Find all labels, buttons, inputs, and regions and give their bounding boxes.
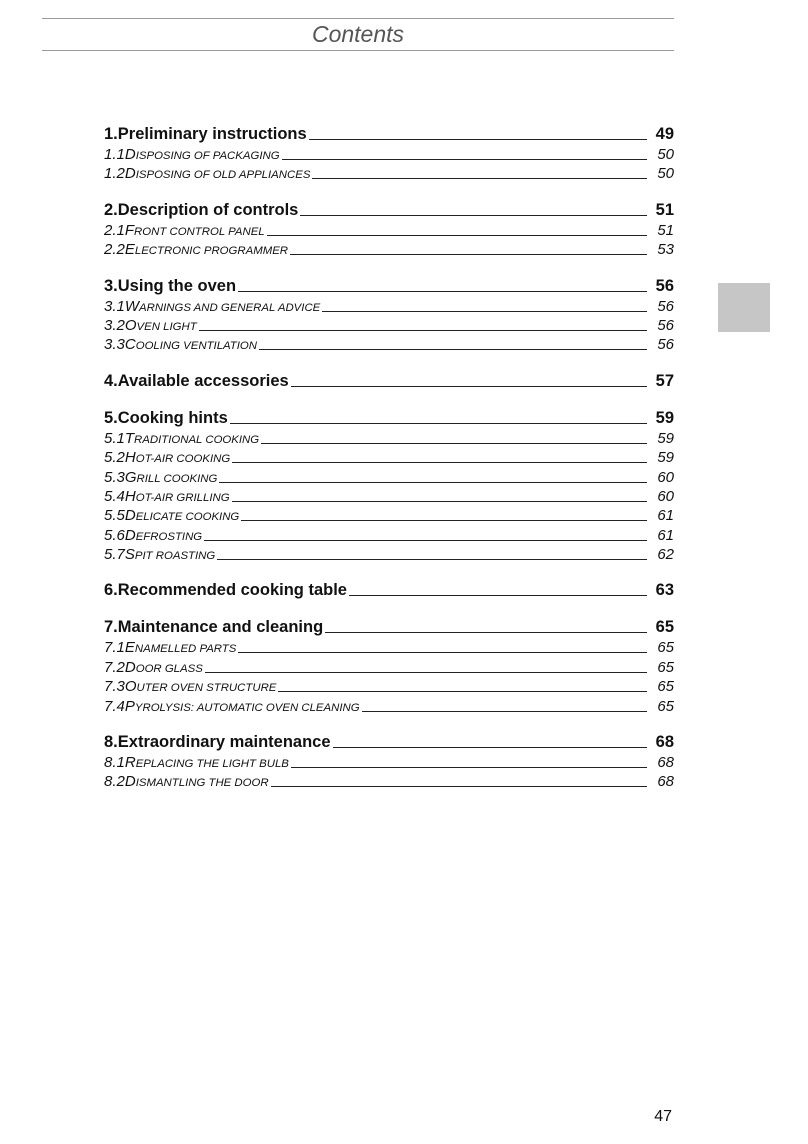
toc-subentry-page: 56 — [657, 297, 674, 315]
toc-subentry-number: 5.2 — [104, 449, 125, 467]
toc-subentry[interactable] — [104, 317, 674, 336]
toc-subentry-number: 8.2 — [104, 773, 125, 791]
title-initial: G — [124, 468, 137, 486]
title-initial: P — [124, 697, 135, 715]
toc-entry-page: 63 — [655, 581, 674, 600]
title-rest: OT-AIR COOKING — [135, 453, 231, 466]
toc-subentry-page: 61 — [657, 507, 674, 525]
toc-subentry-page: 65 — [657, 697, 674, 715]
title-rest: OOR GLASS — [135, 662, 203, 675]
table-of-contents — [104, 125, 674, 809]
toc-entry-number: 6. — [104, 581, 118, 600]
title-rest: ELICATE COOKING — [135, 511, 240, 524]
toc-subentry-page: 65 — [657, 678, 674, 696]
toc-section — [104, 618, 674, 717]
toc-subentry[interactable] — [104, 488, 674, 507]
title-initial: D — [124, 658, 136, 676]
title-initial: F — [124, 221, 135, 239]
toc-subentry[interactable] — [104, 449, 674, 468]
title-rest: RONT CONTROL PANEL — [134, 225, 265, 238]
toc-entry[interactable] — [104, 277, 674, 298]
page-title: Contents — [311, 21, 405, 47]
toc-subentry-page: 59 — [657, 429, 674, 447]
toc-section — [104, 201, 674, 261]
leader-line — [261, 443, 647, 444]
toc-entry-title: Maintenance and cleaning — [117, 618, 324, 637]
toc-entry-page: 49 — [655, 125, 674, 143]
toc-subentry-number: 5.1 — [104, 429, 125, 447]
toc-subentry-page: 56 — [657, 316, 674, 334]
toc-subentry-page: 56 — [657, 336, 674, 354]
toc-subentry-number: 7.3 — [104, 678, 125, 696]
toc-entry-number: 3. — [104, 276, 118, 295]
title-initial: D — [124, 507, 136, 525]
toc-subentry-title — [125, 488, 230, 505]
leader-line — [205, 672, 647, 673]
toc-section — [104, 409, 674, 566]
toc-subentry-number: 1.1 — [104, 146, 125, 163]
toc-subentry-page: 68 — [657, 754, 674, 772]
toc-subentry-title — [125, 336, 257, 353]
toc-subentry[interactable] — [104, 507, 674, 526]
leader-line — [290, 254, 647, 255]
toc-subentry-title — [125, 659, 203, 676]
leader-line — [267, 235, 647, 236]
toc-subentry-page: 53 — [657, 241, 674, 259]
leader-line — [312, 178, 647, 179]
toc-subentry-title — [125, 698, 360, 715]
leader-line — [333, 747, 647, 748]
toc-subentry[interactable] — [104, 678, 674, 697]
toc-subentry[interactable] — [104, 546, 674, 565]
leader-line — [322, 311, 647, 312]
leader-line — [232, 462, 647, 463]
toc-entry-title: Description of controls — [117, 200, 299, 219]
toc-subentry[interactable] — [104, 754, 674, 773]
toc-subentry-number: 3.3 — [104, 336, 125, 354]
title-rest: YROLYSIS: AUTOMATIC OVEN CLEANING — [134, 701, 360, 714]
leader-line — [217, 559, 647, 560]
title-initial: O — [124, 678, 137, 696]
title-initial: H — [124, 487, 136, 505]
leader-line — [278, 691, 647, 692]
title-rest: UTER OVEN STRUCTURE — [136, 682, 277, 695]
leader-line — [362, 711, 647, 712]
title-rest: OT-AIR GRILLING — [135, 491, 230, 504]
toc-subentry-page: 68 — [657, 773, 674, 791]
title-initial: D — [124, 165, 136, 183]
toc-section — [104, 581, 674, 602]
toc-entry[interactable] — [104, 372, 674, 393]
toc-entry-title: Preliminary instructions — [117, 125, 307, 143]
title-initial: S — [124, 546, 135, 564]
toc-entry-page: 57 — [655, 371, 674, 390]
toc-subentry-title — [125, 298, 320, 315]
title-initial: D — [124, 773, 136, 791]
leader-line — [230, 423, 647, 424]
leader-line — [238, 652, 647, 653]
toc-entry-title: Available accessories — [117, 371, 289, 390]
toc-subentry-title — [125, 165, 311, 182]
title-rest: LECTRONIC PROGRAMMER — [134, 245, 289, 258]
toc-subentry-page: 65 — [657, 639, 674, 657]
toc-entry[interactable] — [104, 581, 674, 602]
leader-line — [309, 139, 647, 140]
title-initial: C — [124, 336, 136, 354]
title-rest: PIT ROASTING — [134, 550, 216, 563]
leader-line — [204, 540, 647, 541]
toc-subentry[interactable] — [104, 698, 674, 717]
toc-subentry-number: 5.4 — [104, 487, 125, 505]
toc-entry[interactable] — [104, 733, 674, 754]
toc-subentry[interactable] — [104, 165, 674, 184]
title-rest: ISMANTLING THE DOOR — [135, 777, 269, 790]
toc-subentry-page: 60 — [657, 487, 674, 505]
toc-subentry-page: 50 — [657, 165, 674, 183]
toc-entry[interactable] — [104, 409, 674, 430]
toc-subentry[interactable] — [104, 527, 674, 546]
leader-line — [325, 632, 647, 633]
toc-subentry[interactable] — [104, 146, 674, 165]
title-rest: ISPOSING OF PACKAGING — [135, 150, 280, 162]
toc-subentry-title — [125, 449, 230, 466]
leader-line — [300, 215, 647, 216]
toc-subentry-number: 7.4 — [104, 697, 125, 715]
toc-subentry-number: 5.6 — [104, 526, 125, 544]
toc-subentry-page: 65 — [657, 658, 674, 676]
title-initial: W — [124, 297, 140, 315]
toc-entry-title: Recommended cooking table — [117, 581, 347, 600]
toc-section — [104, 125, 674, 185]
toc-section — [104, 733, 674, 793]
toc-subentry-title — [125, 241, 288, 258]
title-initial: R — [124, 754, 136, 772]
toc-entry-page: 56 — [655, 276, 674, 295]
leader-line — [349, 595, 647, 596]
title-initial: O — [124, 316, 137, 334]
toc-subentry-number: 3.1 — [104, 297, 125, 315]
leader-line — [291, 767, 647, 768]
toc-subentry[interactable] — [104, 430, 674, 449]
toc-subentry[interactable] — [104, 639, 674, 658]
toc-subentry-title — [125, 146, 280, 163]
title-rest: VEN LIGHT — [136, 320, 197, 333]
toc-subentry-number: 2.1 — [104, 221, 125, 239]
toc-subentry[interactable] — [104, 469, 674, 488]
toc-entry[interactable] — [104, 125, 674, 146]
toc-subentry-title — [125, 773, 269, 790]
toc-entry-page: 68 — [655, 733, 674, 752]
leader-line — [291, 386, 647, 387]
toc-subentry[interactable] — [104, 222, 674, 241]
page-header — [42, 18, 674, 51]
toc-entry-page: 65 — [655, 618, 674, 637]
toc-subentry[interactable] — [104, 773, 674, 792]
toc-subentry-number: 7.2 — [104, 658, 125, 676]
leader-line — [238, 291, 647, 292]
toc-entry[interactable] — [104, 201, 674, 222]
title-initial: D — [124, 146, 136, 163]
toc-subentry[interactable] — [104, 336, 674, 355]
toc-subentry-number: 2.2 — [104, 241, 125, 259]
toc-subentry-title — [125, 469, 218, 486]
toc-entry-number: 2. — [104, 200, 118, 219]
toc-subentry-number: 8.1 — [104, 754, 125, 772]
toc-subentry-page: 51 — [657, 221, 674, 239]
toc-subentry-title — [125, 678, 277, 695]
toc-subentry-title — [125, 546, 215, 563]
title-rest: EFROSTING — [135, 530, 203, 543]
title-initial: H — [124, 449, 136, 467]
title-rest: RADITIONAL COOKING — [134, 433, 260, 446]
toc-subentry-title — [125, 430, 259, 447]
title-initial: D — [124, 526, 136, 544]
title-rest: ARNINGS AND GENERAL ADVICE — [139, 301, 321, 314]
toc-subentry-number: 1.2 — [104, 165, 125, 183]
toc-entry-number: 4. — [104, 371, 118, 390]
title-initial: T — [124, 429, 135, 447]
toc-subentry-page: 60 — [657, 468, 674, 486]
title-rest: ISPOSING OF OLD APPLIANCES — [135, 169, 311, 182]
toc-entry-number: 8. — [104, 733, 118, 752]
toc-subentry-title — [125, 222, 265, 239]
toc-subentry-page: 61 — [657, 526, 674, 544]
toc-subentry[interactable] — [104, 298, 674, 317]
toc-entry[interactable] — [104, 618, 674, 639]
toc-subentry-title — [125, 639, 237, 656]
title-rest: EPLACING THE LIGHT BULB — [135, 758, 289, 771]
toc-subentry-number: 7.1 — [104, 639, 125, 657]
leader-line — [259, 349, 647, 350]
title-rest: RILL COOKING — [136, 472, 218, 485]
leader-line — [199, 330, 647, 331]
toc-subentry-title — [125, 507, 239, 524]
toc-section — [104, 277, 674, 356]
toc-section — [104, 372, 674, 393]
toc-entry-number: 5. — [104, 408, 118, 427]
leader-line — [271, 786, 647, 787]
title-initial: E — [124, 241, 135, 259]
page-number: 47 — [654, 1108, 672, 1125]
toc-entry-number: 7. — [104, 618, 118, 637]
toc-subentry-number: 5.5 — [104, 507, 125, 525]
toc-entry-page: 59 — [655, 408, 674, 427]
toc-subentry-page: 59 — [657, 449, 674, 467]
toc-subentry-page: 62 — [657, 546, 674, 564]
toc-subentry[interactable] — [104, 241, 674, 260]
toc-subentry[interactable] — [104, 659, 674, 678]
title-rest: OOLING VENTILATION — [135, 340, 258, 353]
toc-entry-title: Using the oven — [117, 276, 237, 295]
title-initial: E — [124, 639, 135, 657]
leader-line — [282, 159, 647, 160]
toc-subentry-number: 3.2 — [104, 316, 125, 334]
toc-entry-title: Cooking hints — [117, 408, 228, 427]
title-rest: NAMELLED PARTS — [134, 643, 237, 656]
toc-subentry-title — [125, 317, 197, 334]
toc-subentry-title — [125, 754, 289, 771]
toc-subentry-title — [125, 527, 202, 544]
toc-subentry-page: 50 — [657, 146, 674, 163]
toc-entry-page: 51 — [655, 200, 674, 219]
leader-line — [232, 501, 647, 502]
leader-line — [241, 520, 647, 521]
leader-line — [219, 482, 647, 483]
chapter-tab-marker — [718, 283, 770, 332]
toc-subentry-number: 5.7 — [104, 546, 125, 564]
toc-entry-title: Extraordinary maintenance — [117, 733, 331, 752]
toc-entry-number: 1. — [104, 125, 118, 143]
toc-subentry-number: 5.3 — [104, 468, 125, 486]
